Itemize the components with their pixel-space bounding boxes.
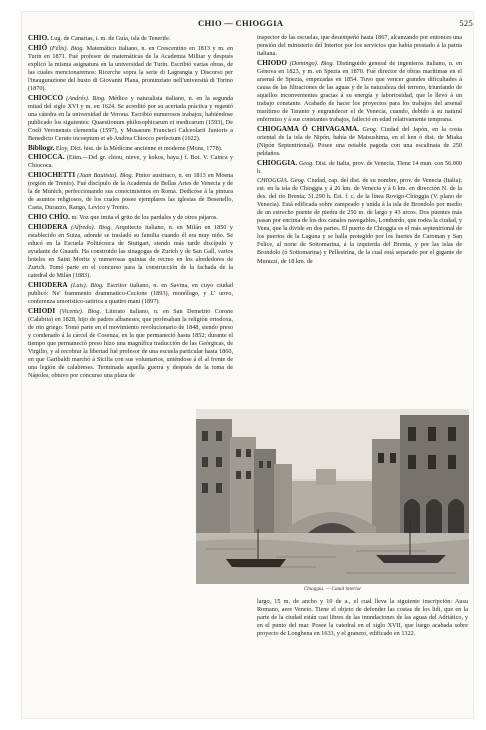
entry-label: (Andrés). Biog.: [66, 94, 106, 102]
dictionary-entry: [28, 153, 233, 170]
entry-text: Literato italiano, n. en San Demetrio Corone (Calabria) en 1828, hijo de padres albaneses, que profesaban la religión ortodoxa, de rito griego. Tomó parte en el movimiento revolucionario de 1848, siendo preso y condenado á la cárcel de Cosenza, en la que permaneció hasta 1852; durante el tiempo que permaneció preso hizo una magnífica traducción de las Geórgicas, de Virgilio, y al recobrar la libertad fué profesor de una escuela particular hasta 1860, en que Garibaldi marchó á Sicilia con sus voluntarios, uniéndose á él al frente de una legión de calabreses. Terminada aquella guerra y después de la toma de Nápoles, obtuvo por concurso una plaza de: [28, 307, 233, 380]
document-page: [22, 12, 473, 718]
entry-headword: CHIOGGIA.: [257, 158, 298, 167]
entry-label: (Félix). Biog.: [49, 44, 84, 52]
entry-headword: CHIODO: [257, 58, 287, 67]
canal-photograph: [196, 409, 469, 584]
canal-illustration: [196, 409, 469, 584]
page-header: [22, 12, 473, 30]
entry-headword: CHIO CHÍO.: [28, 212, 70, 221]
entry-label: (Juan Bautista). Biog.: [77, 172, 134, 179]
dictionary-entry: [257, 59, 462, 125]
entry-label: (Alfredo). Biog.: [71, 223, 112, 231]
entry-headword: CHIO.: [28, 34, 49, 42]
dictionary-entry: [257, 125, 462, 158]
dictionary-entry: [28, 307, 233, 381]
dictionary-entry: [257, 159, 462, 176]
dictionary-entry: [28, 281, 233, 306]
entry-text: Médico y naturalista italiano, n. en la segunda mitad del siglo XVI y m. en 1624. Se acreditó por su acertada práctica y regentó una cátedra en la universidad de Verona. Escribió numerosos trabajos, habiéndose publicado los siguientes: Quaestionum philosophicarum et medicarum (1593), De Coeli Veronensis clementia (1597), y Musaeum Francisci Calceolarii Junioris a Benedicto Ceruto incoeptum et ab Andrea Chiocco perfectum (1622).: [28, 94, 233, 143]
entry-text: Arquitecto italiano, n. en Milán en 1850 y establecido en Suiza, adonde se trasladó su familia cuando él era muy niño. Se educó en la Escuela Politécnica de Stuttgart, siendo más tarde discípulo y ayudante de Gnauth. Ha construido las sinagogas de Zurich y de San Gall, varios hoteles en Saint Moritz y numerosas quintas de recreo en los alrededores de Zurich. Tomó parte en el concurso para la construcción de la fachada de la catedral de Milán (1883).: [28, 223, 233, 280]
dictionary-entry: [257, 34, 462, 58]
dictionary-entry: [28, 144, 233, 153]
entry-text: Ciudad del Japón, en la costa oriental de la isla de Nipón, bahía de Matsushima, en el ken ó dist. de Miaka (Nipón Septentrional). Posee una notable pagoda con una escalinata de 250 peldaños.: [257, 126, 463, 158]
entry-label: (Luis). Biog.: [70, 281, 104, 289]
entry-label: Geog.: [298, 159, 314, 167]
dictionary-entry: [28, 44, 233, 94]
entry-text: inspector de las escuelas, que desempeñó hasta 1867, alcanzando por entonces una pensión del ministerio del Interior por los servicios que había prestado á la patria italiana.: [257, 34, 462, 58]
entry-text: Dist. de Italia, prov. de Venecia. Tiene 14 mun. con 56.000 h.: [257, 159, 463, 175]
left-column: [28, 34, 233, 714]
entry-label: Geog.: [362, 126, 378, 134]
entry-text: Pintor austriaco, n. en 1813 en Moena (región de Trento). Fué discípulo de la Academia de Bellas Artes de Venecia y de la de Munich, perfeccionando sus conocimientos en Roma. Dedicóse á la pintura de asuntos religiosos, de los cuales posee ejemplares las iglesias de Besenello, Casta, Durazzo, Rango, Levico y Trento.: [28, 172, 233, 212]
entry-text: Distinguido general de ingenieros italiano, n. en Génova en 1823, y m. en Spezia en 1870. Fué director de obras marítimas en el arsenal de Spezia, empezadas en 1854. Tuvo que vencer grandes dificultades á causa de las filtraciones de las aguas y de la naturaleza del terreno, triunfando de aquellos inconvenientes gracias á su energía y laboriosidad, que le llevó á un trabajo constante. Acabado de hacer los proyectos para los trabajos del arsenal marítimo de Taranto y engrandecer el de Venecia, cuando, debido á su natural enfermizo y á sus constantes trabajos, falleció en edad relativamente temprana.: [257, 59, 462, 124]
dictionary-entry: [257, 177, 462, 266]
figure-caption: Chioggia. — Canal interior: [303, 586, 362, 592]
page-number: 525: [459, 18, 473, 28]
entry-label: CHIOGGIA. Geog.: [257, 176, 306, 184]
entry-text: (Etim.—Del gr. chiou, nieve, y kokos, baya.) f. Bot. V. Cainca y Chiococa.: [28, 154, 234, 170]
entry-text: Escritor italiano, n. en Savina, en cuyo ciudad publicó: Ne' frammento drammatico-Cecione (1893), monólogo, y L' uovo, conferenza umoristico-satirica a quattro mani (1897).: [28, 281, 233, 305]
entry-headword: CHIÓ: [28, 43, 48, 52]
entry-headword: CHIOCCA.: [28, 153, 65, 162]
entry-text: Lug. de Canarias, t. m. de Guía, isla de Tenerife.: [50, 35, 171, 42]
entry-headword: Bibliogr.: [28, 143, 55, 152]
running-title: CHIO — CHIOGGIA: [198, 18, 284, 28]
entry-headword: CHIOCCO: [28, 93, 64, 102]
dictionary-entry: [28, 34, 233, 43]
entry-text: Matemático italiano, n. en Crescentino en 1813 y m. en Turín en 1871. Fué profesor de matemáticas de la Academia Militar y después explicó la misma asignatura en la universidad de Turín. Escribió varias obras, de las cuales mencionaremos: Ricerche sopra la serie di Lagrangia y Discorso per l'inaugurazione del busto di Giovanni Plana, pronunziato nell'università di Torino (1870).: [28, 44, 234, 93]
entry-text: Eloy, Dict. hist. de la Médicine ancienne et moderne (Mons, 1778).: [55, 144, 223, 152]
dictionary-entry: [28, 171, 233, 212]
entry-headword: CHIOCHETTI: [28, 171, 76, 179]
dictionary-entry: [28, 223, 233, 281]
entry-text: m. Voz que imita el grito de los pardales y de otros pájaros.: [71, 213, 219, 221]
continued-paragraph: largo, 15 m. de ancho y 10 de a., el cual lleva la siguiente inscripción: Ausu Romano, aere Veneto. Tiene el objeto de defender las costas de los lidi, que en la parte de la ciudad están casi libres de las inundaciones de las aguas del Adriático, y en el punto del mar. Posee la catedral en el siglo XVII, que luego acabada sobre proyecto de Longhena en 1633, y el granero, edificado en 1322.: [257, 598, 468, 638]
entry-text: Ciudad, cap. del dist. de su nombre, prov. de Venecia (Italia); est. en la isla de Chioggia y á 26 km. de Venecia y á 6 km. en dirección N. de la des. del río Brenta; 31.290 h. Est. f. c. de la línea Rovigo-Chioggia (V. plano de Venecia). Está edificada sobre zampeado y unida á la isla de Brondolo por medio de un estrecho puente de piedra de 250 m. de largo y 43 arcos. Dos puentes más pasan por encima de los dos canales navegables, Lombardo, que rodea la ciudad, y Vena, que la divide en dos partes. El puerto de Chioggia es el más septentrional de los puertos de la Laguna y se halla protegido por los fuertes de Caroman y San Felice, al norte de Sottomarina, á la izquierda del Brenta, y por las islas de Brondolo (ó Sottomarina) y Pellestrina, de la cual está separado por el gigante de Murazzi, de 18 km. de: [257, 176, 463, 265]
entry-headword: CHIOGAMA Ó CHIVAGAMA.: [257, 125, 359, 134]
entry-headword: CHIODI: [28, 306, 56, 315]
entry-headword: CHIODERA: [28, 222, 68, 231]
right-column-continued: [257, 598, 468, 714]
dictionary-entry: [28, 94, 233, 144]
entry-label: (Domingo). Biog.: [289, 59, 335, 67]
dictionary-entry: [28, 213, 233, 222]
entry-headword: CHIODERA: [28, 280, 68, 289]
right-column: [257, 34, 463, 265]
entry-label: (Vicente). Biog.: [59, 307, 102, 315]
